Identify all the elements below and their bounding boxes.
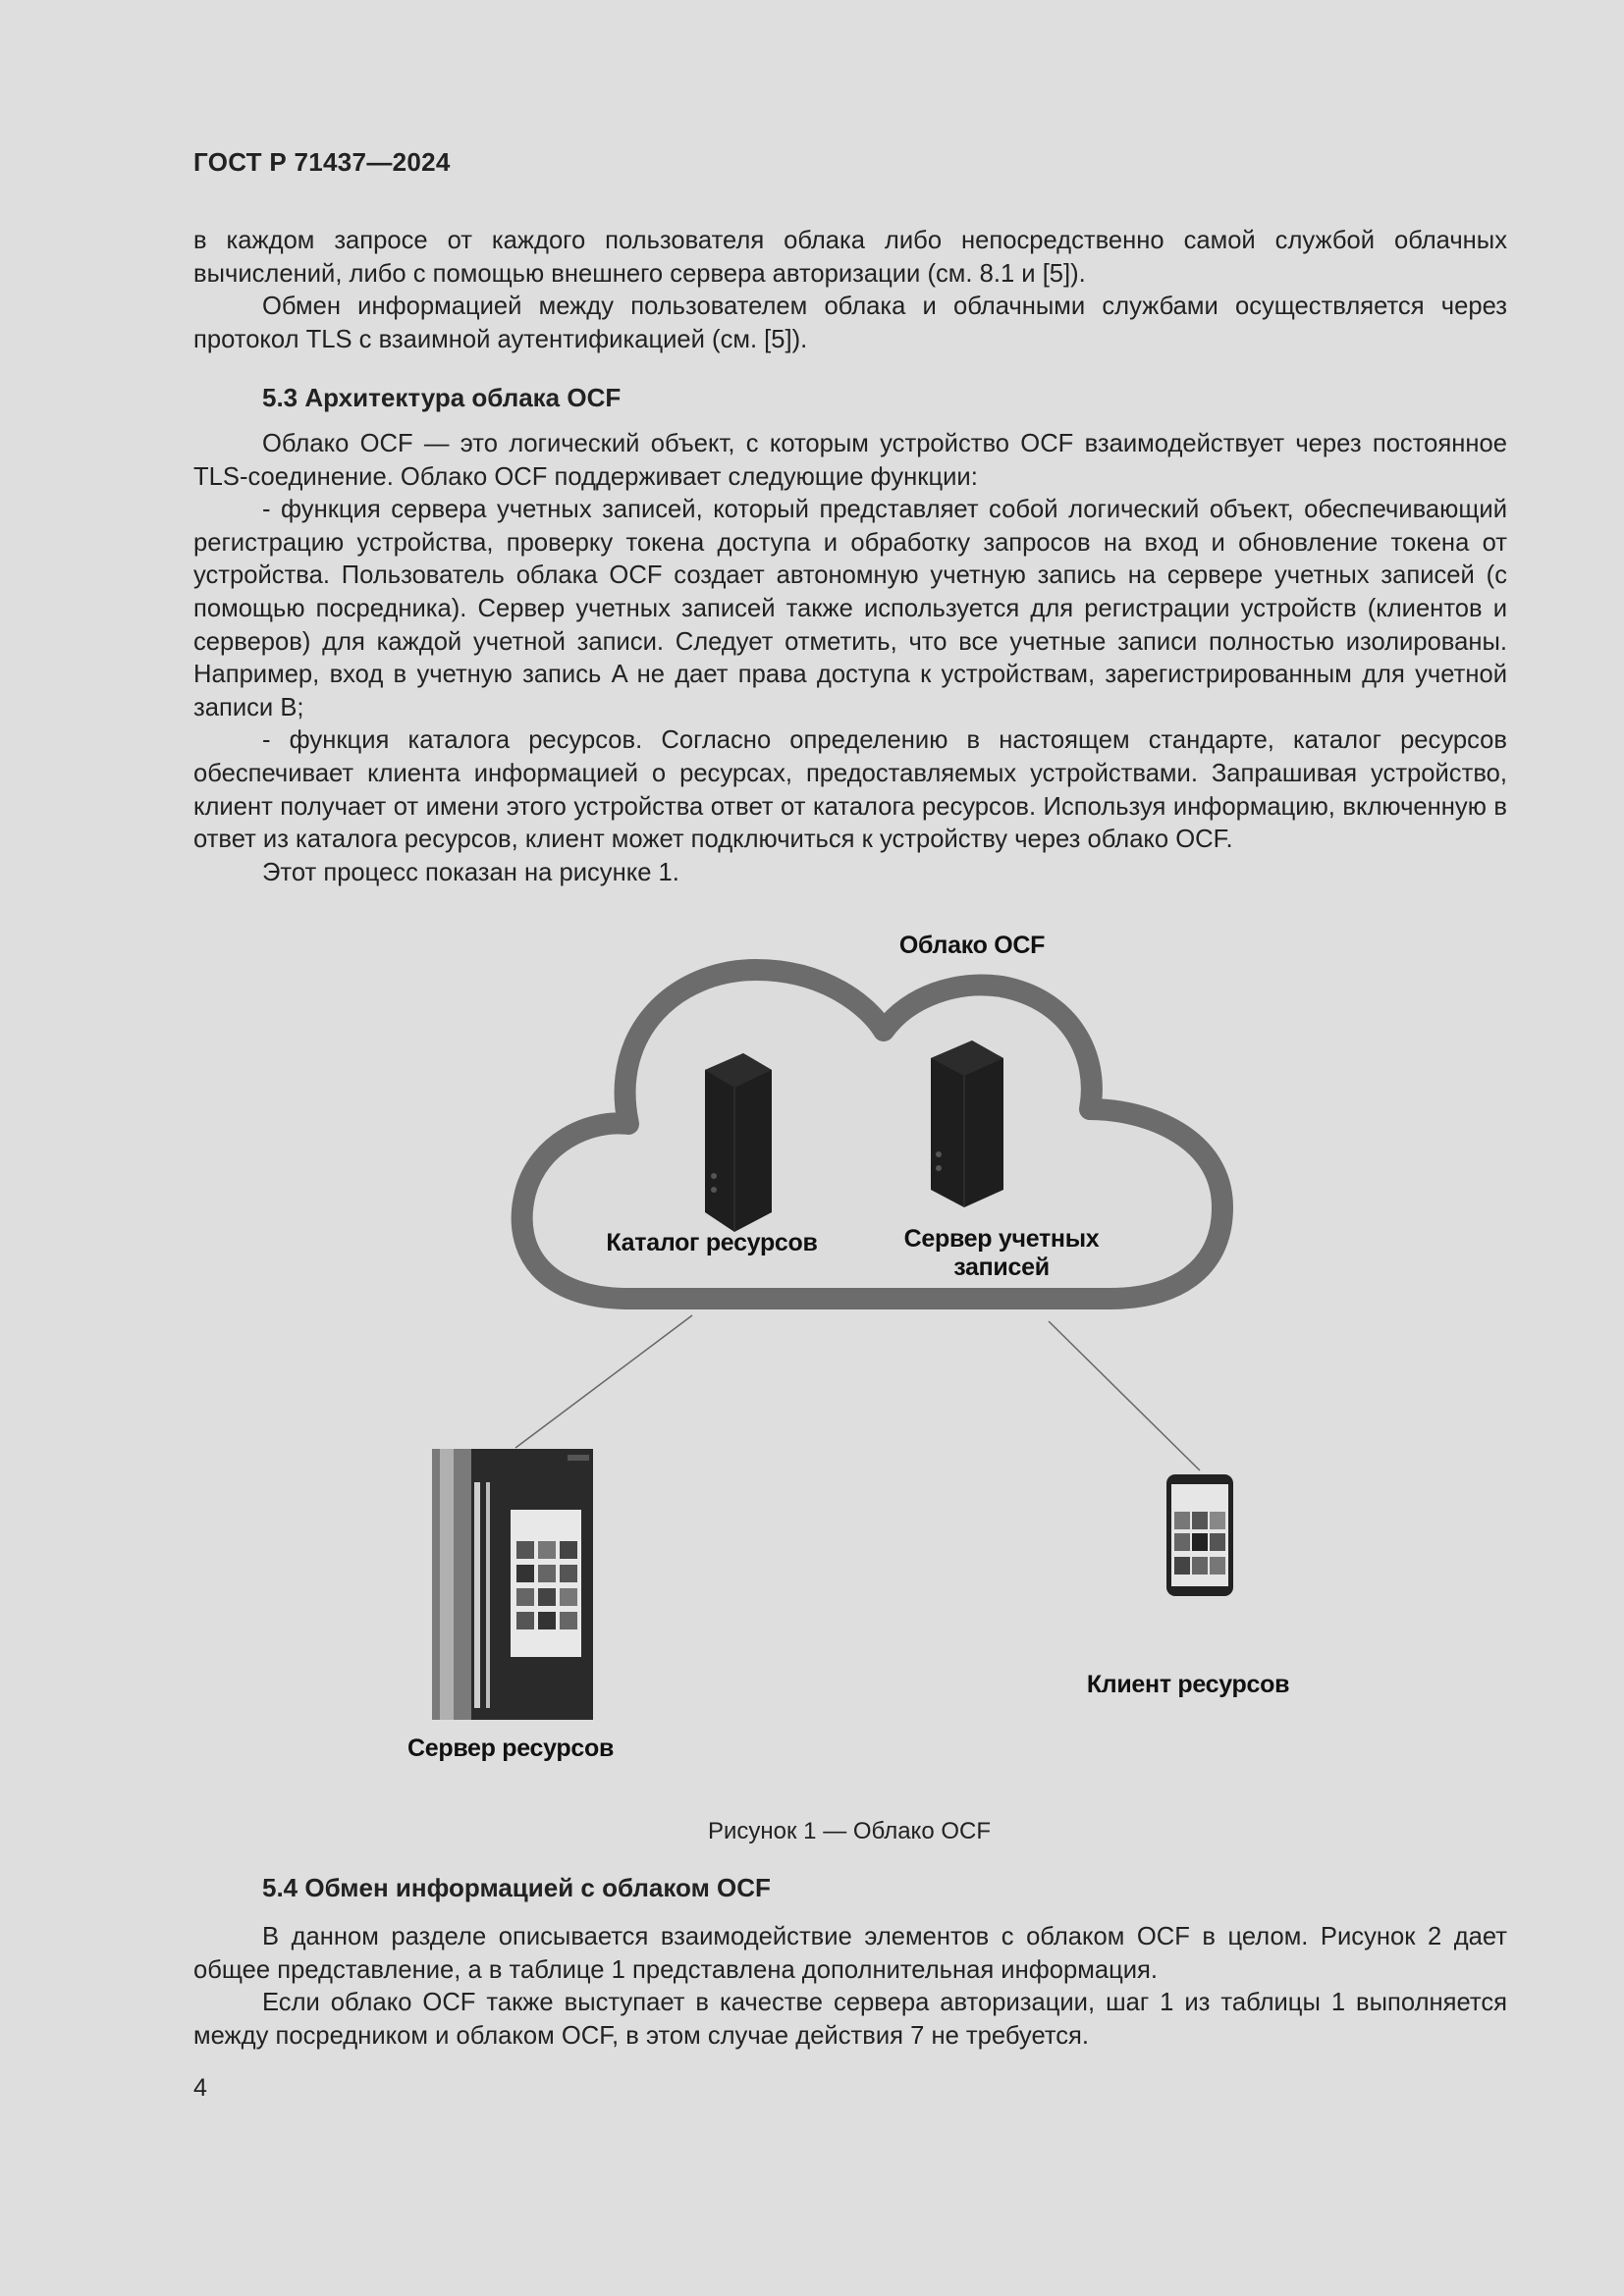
paragraph: - функция сервера учетных записей, который представляет собой логический объект, обеспечивающий регистрацию устройства, проверку токена доступа и обработку запросов на вход и обновление токена от устройства. Пользователь облака OCF создает автономную учетную запись на сервере учетных записей (с помощью посредника). Сервер учетных записей также используется для регистрации устройств (клиентов и серверов) для каждой учетной записи. Следует отметить, что все учетные записи полностью изолированы. Например, вход в учетную запись A не дает права доступа к устройствам, зарегистрированным для учетной записи B; xyxy=(193,496,1507,721)
document-header: ГОСТ Р 71437—2024 xyxy=(193,147,451,177)
resource-server-label: Сервер ресурсов xyxy=(406,1735,615,1762)
cloud-diagram xyxy=(0,913,1624,1796)
page-number: 4 xyxy=(193,2074,207,2102)
account-server-label-line1: Сервер учетных xyxy=(903,1225,1100,1253)
resource-client-label: Клиент ресурсов xyxy=(1086,1671,1290,1698)
section-5-3-text xyxy=(193,428,1507,889)
paragraph: Облако OCF — это логический объект, с которым устройство OCF взаимодействует через постоянное TLS-соединение. Облако OCF поддерживает следующие функции: xyxy=(193,430,1507,491)
section-title-5-4: 5.4 Обмен информацией с облаком OCF xyxy=(262,1873,771,1902)
paragraph: Этот процесс показан на рисунке 1. xyxy=(262,858,679,886)
smartphone-image xyxy=(1166,1474,1233,1596)
catalog-label: Каталог ресурсов xyxy=(606,1229,818,1256)
account-server-label xyxy=(884,1225,1119,1282)
smart-fridge-image xyxy=(432,1449,593,1720)
paragraph: в каждом запросе от каждого пользователя облака либо непосредственно самой службой облачных вычислений, либо с помощью внешнего сервера авторизации (см. 8.1 и [5]). xyxy=(193,227,1507,288)
cloud-label: Облако OCF xyxy=(898,932,1046,959)
link-line-server xyxy=(515,1315,692,1448)
paragraph: Если облако OCF также выступает в качестве сервера авторизации, шаг 1 из таблицы 1 выполняется между посредником и облаком OCF, в этом случае действия 7 не требуется. xyxy=(193,1989,1507,2050)
intro-text-block xyxy=(193,225,1507,356)
figure-caption: Рисунок 1 — Облако OCF xyxy=(708,1818,991,1844)
paragraph: - функция каталога ресурсов. Согласно определению в настоящем стандарте, каталог ресурсов обеспечивает клиента информацией о ресурсах, предоставляемых устройствами. Запрашивая устройство, клиент получает от имени этого устройства ответ от каталога ресурсов. Используя информацию, включенную в ответ из каталога ресурсов, клиент может подключиться к устройству через облако OCF. xyxy=(193,726,1507,854)
paragraph: В данном разделе описывается взаимодействие элементов с облаком OCF в целом. Рисунок 2 дает общее представление, а в таблице 1 представлена дополнительная информация. xyxy=(193,1923,1507,1984)
catalog-server-icon xyxy=(705,1053,772,1232)
link-line-client xyxy=(1049,1321,1200,1470)
account-server-label-line2: записей xyxy=(953,1254,1050,1281)
section-5-4-text xyxy=(193,1921,1507,2053)
figure-ocf-cloud xyxy=(0,913,1624,1796)
account-server-icon xyxy=(931,1041,1003,1207)
section-title-5-3: 5.3 Архитектура облака OCF xyxy=(262,383,622,412)
paragraph: Обмен информацией между пользователем облака и облачными службами осуществляется через протокол TLS с взаимной аутентификацией (см. [5]). xyxy=(193,293,1507,353)
